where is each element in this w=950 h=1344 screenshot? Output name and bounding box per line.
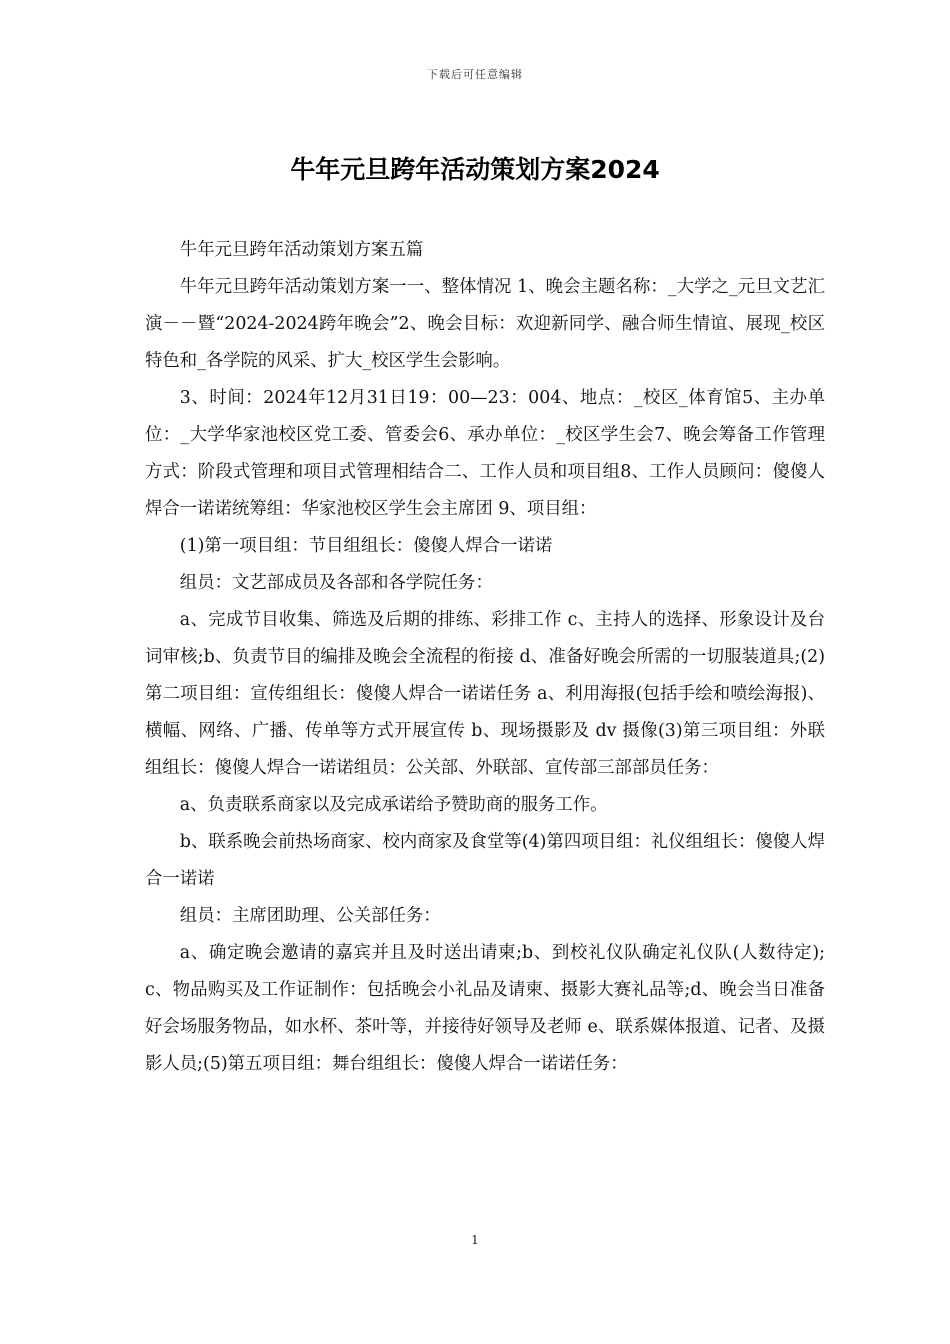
paragraph-group-1: (1)第一项目组：节目组组长：傻傻人焊合一诺诺 [179, 536, 553, 556]
document-body [145, 232, 825, 1083]
paragraph-subtitle: 牛年元旦跨年活动策划方案五篇 [179, 240, 424, 260]
paragraph-group-1-members: 组员：文艺部成员及各部和各学院任务： [179, 573, 493, 593]
paragraph-group-tasks: a、完成节目收集、筛选及后期的排练、彩排工作 c、主持人的选择、形象设计及台词审核;b、负责节目的编排及晚会全流程的衔接 d、准备好晚会所需的一切服装道具;(2)第二项目组：宣传组组长：傻傻人焊合一诺诺任务 a、利用海报(包括手绘和喷绘海报)、横幅、网络、广播、传单等方式开展宣传 b、现场摄影及 dv 摄像(3)第三项目组：外联组组长：傻傻人焊合一诺诺组员：公关部、外联部、宣传部三部部员任务： [145, 610, 825, 778]
paragraph-overview: 牛年元旦跨年活动策划方案一一、整体情况 1、晚会主题名称：_大学之_元旦文艺汇演－－暨“2024-2024跨年晚会”2、晚会目标：欢迎新同学、融合师生情谊、展现_校区特色和_各学院的风采、扩大_校区学生会影响。 [145, 277, 825, 371]
paragraph-sponsor-task: a、负责联系商家以及完成承诺给予赞助商的服务工作。 [179, 795, 608, 815]
document-title: 牛年元旦跨年活动策划方案2024 [290, 155, 660, 184]
paragraph-group-4: b、联系晚会前热场商家、校内商家及食堂等(4)第四项目组：礼仪组组长：傻傻人焊合一诺诺 [145, 832, 825, 889]
paragraph-schedule: 3、时间：2024年12月31日19：00—23：004、地点：_校区_体育馆5、主办单位：_大学华家池校区党工委、管委会6、承办单位：_校区学生会7、晚会筹备工作管理方式：阶段式管理和项目式管理相结合二、工作人员和项目组8、工作人员顾问：傻傻人焊合一诺诺统筹组：华家池校区学生会主席团 9、项目组： [145, 388, 825, 519]
page-header-note: 下载后可任意编辑 [427, 68, 523, 81]
page-number: 1 [471, 1233, 479, 1247]
paragraph-group-4-members: 组员：主席团助理、公关部任务： [179, 906, 441, 926]
paragraph-etiquette-tasks: a、确定晚会邀请的嘉宾并且及时送出请柬;b、到校礼仪队确定礼仪队(人数待定);c、物品购买及工作证制作：包括晚会小礼品及请柬、摄影大赛礼品等;d、晚会当日准备好会场服务物品，如水杯、茶叶等，并接待好领导及老师 e、联系媒体报道、记者、及摄影人员;(5)第五项目组：舞台组组长：傻傻人焊合一诺诺任务： [145, 943, 825, 1074]
